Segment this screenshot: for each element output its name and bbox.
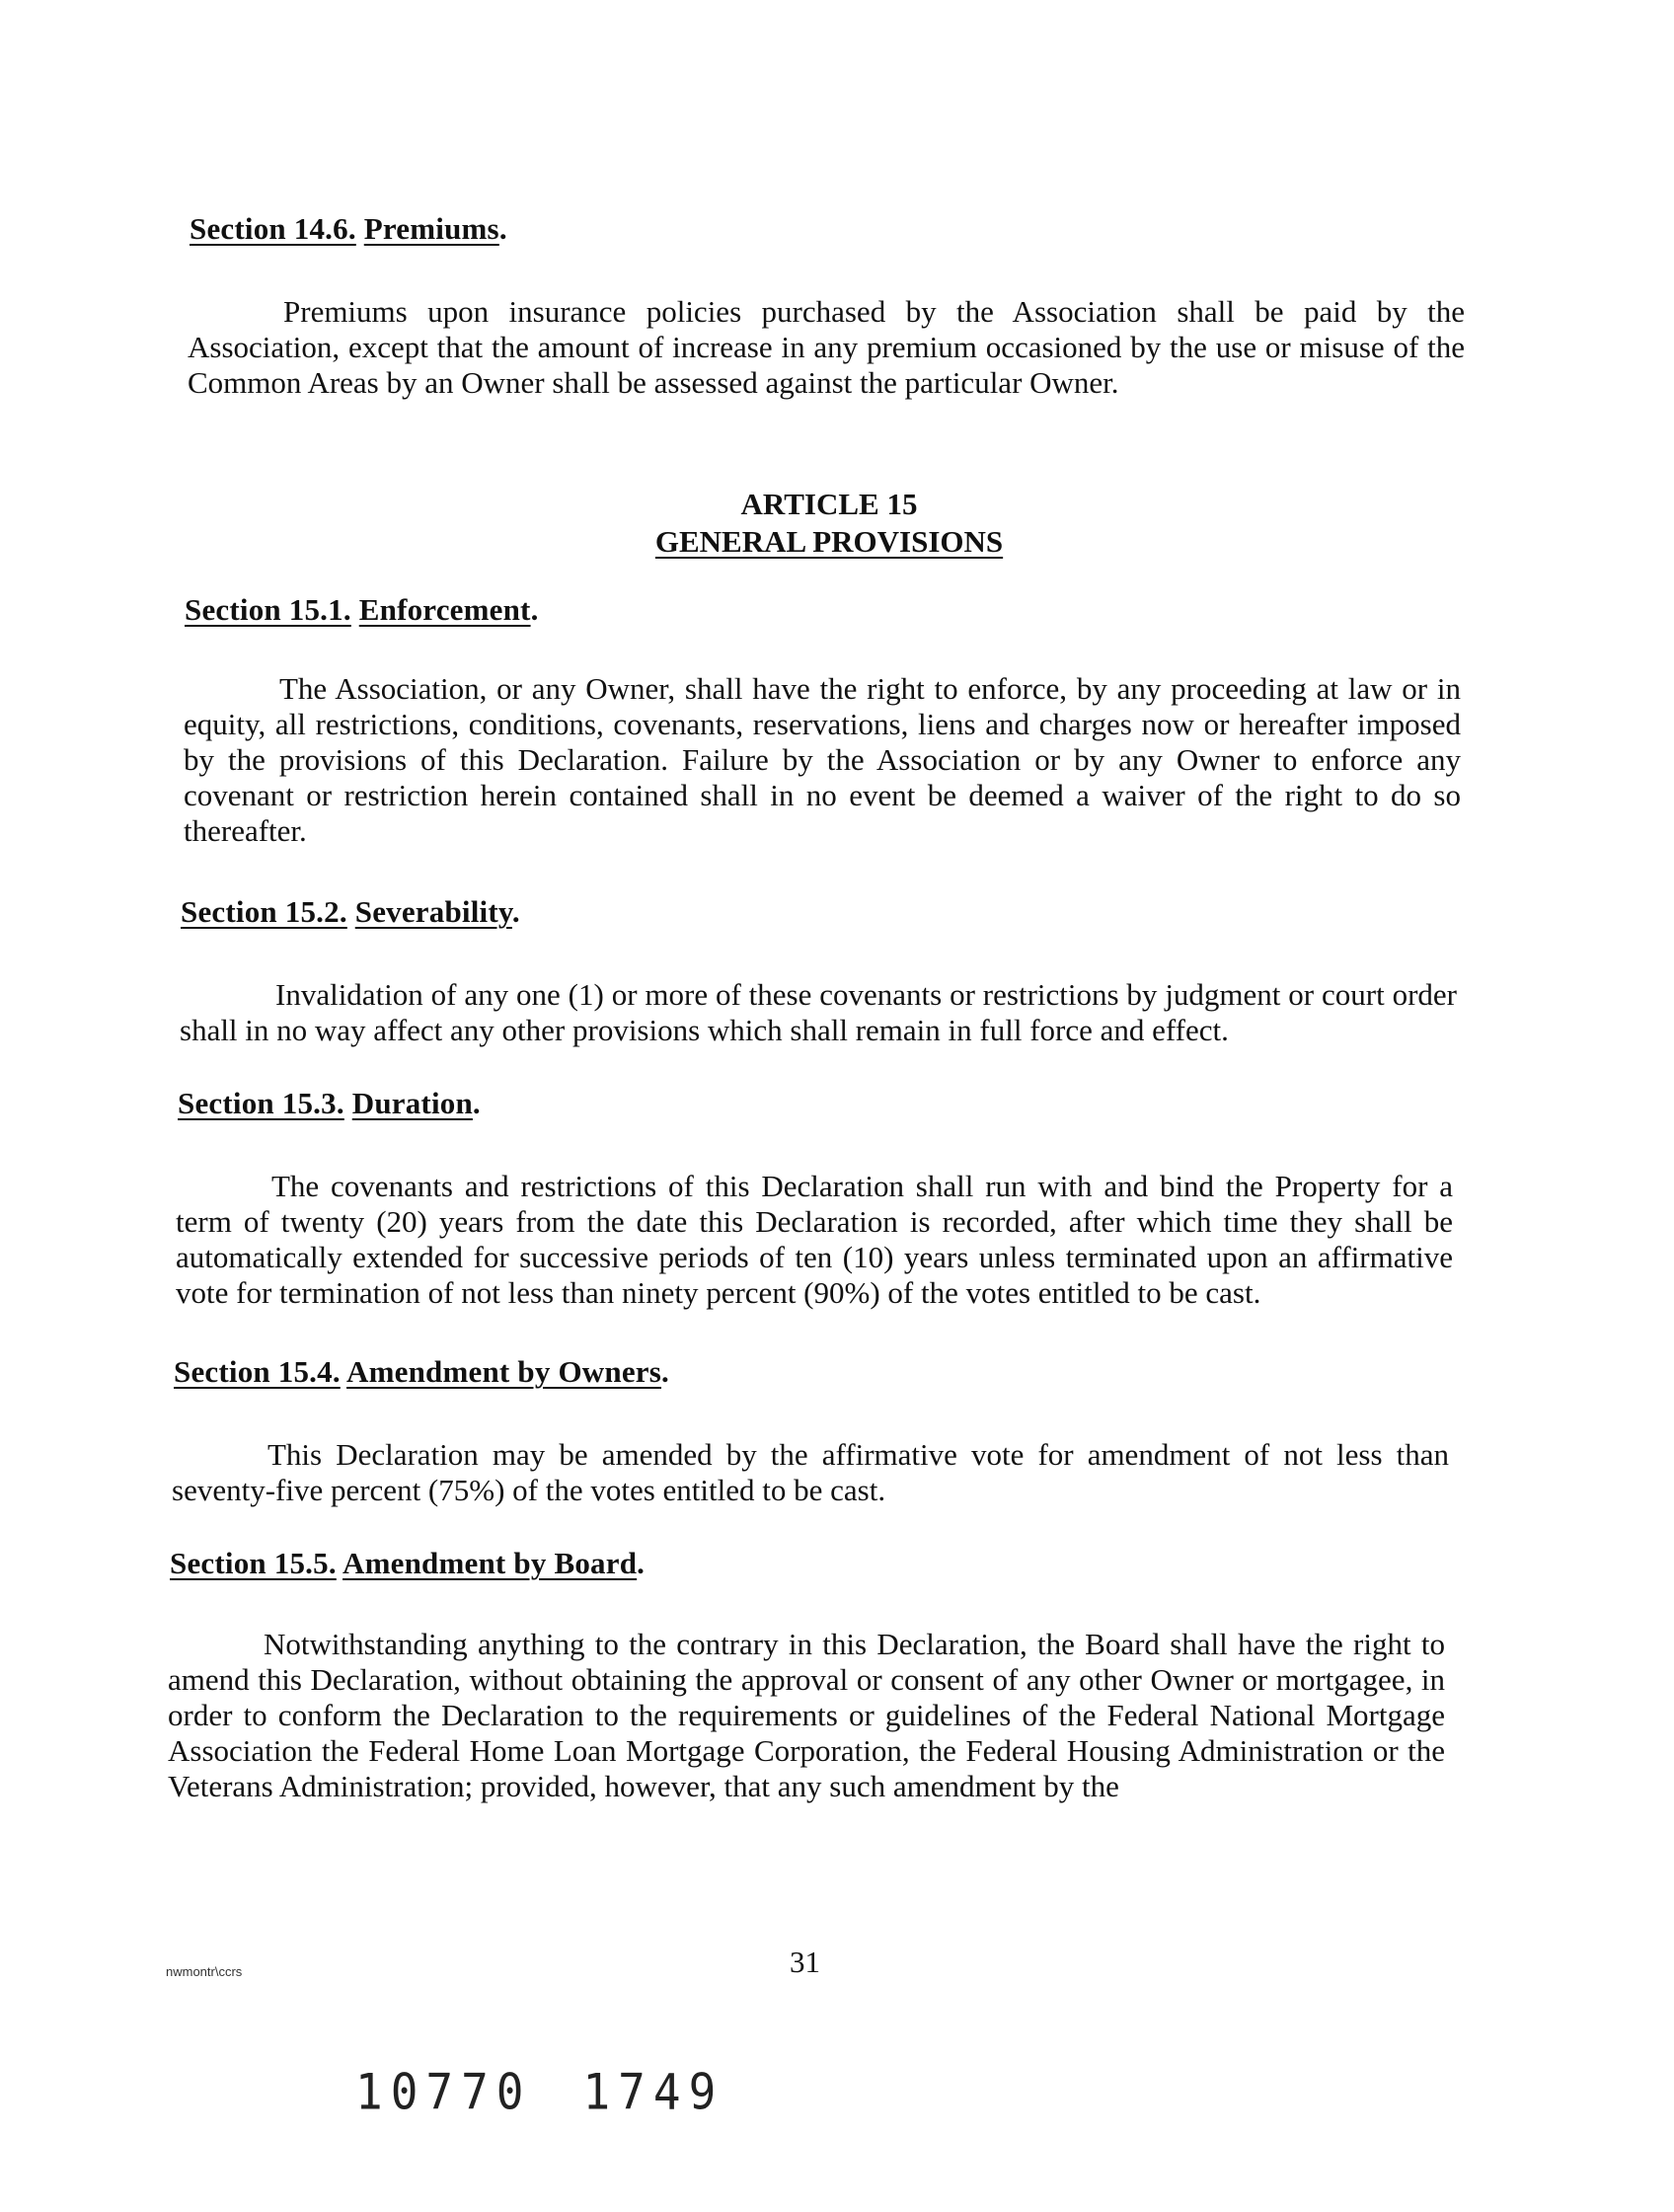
page-number: 31	[790, 1945, 820, 1979]
section-body: This Declaration may be amended by the affirmative vote for amendment of not less than seventy-five percent (75%) of the votes entitled to be cast.	[172, 1437, 1449, 1507]
section-body: Notwithstanding anything to the contrary in this Declaration, the Board shall have the right to amend this Declaration, without obtaining the approval or consent of any other Owner or mortgagee, in order to conform the Declaration to the requirements or guidelines of the Federal National Mortgage Association the Federal Home Loan Mortgage Corporation, the Federal Housing Administration or the Veterans Administration; provided, however, that any such amendment by the	[168, 1627, 1445, 1803]
section-number: Section 15.3.	[178, 1086, 344, 1120]
section-body: Invalidation of any one (1) or more of these covenants or restrictions by judgment or court order shall in no way affect any other provisions which shall remain in full force and effect.	[180, 977, 1457, 1047]
section-body: Premiums upon insurance policies purchased by the Association shall be paid by the Association, except that the amount of increase in any premium occasioned by the use or misuse of the Common Areas by an Owner shall be assessed against the particular Owner.	[188, 294, 1465, 400]
footer-file-code: nwmontr\ccrs	[166, 1964, 243, 1979]
section-title: Enforcement	[358, 592, 531, 627]
section-heading: Section 15.5. Amendment by Board.	[170, 1546, 646, 1580]
recording-stamp	[355, 2063, 723, 2120]
stamp-book-number: 10770	[355, 2062, 532, 2121]
section-title: Severability	[354, 894, 512, 929]
section-heading: Section 15.4. Amendment by Owners.	[174, 1354, 669, 1389]
section-heading: Section 14.6. Premiums.	[190, 211, 507, 246]
section-heading: Section 15.3. Duration.	[178, 1086, 481, 1120]
article-title: GENERAL PROVISIONS	[654, 524, 1004, 559]
stamp-page-number: 1749	[582, 2062, 724, 2121]
section-title: Duration	[351, 1086, 473, 1120]
section-number: Section 15.1.	[185, 592, 351, 627]
section-number: Section 15.2.	[181, 894, 347, 929]
article-heading	[553, 486, 1105, 561]
section-number: Section 15.4.	[174, 1354, 341, 1389]
section-title: Premiums	[363, 211, 499, 246]
section-heading: Section 15.1. Enforcement.	[185, 592, 539, 627]
section-number: Section 14.6.	[190, 211, 356, 246]
section-heading: Section 15.2. Severability.	[181, 894, 520, 929]
section-title: Amendment by Owners	[346, 1354, 662, 1389]
section-body: The covenants and restrictions of this Declaration shall run with and bind the Property for a term of twenty (20) years from the date this Declaration is recorded, after which time they shall be automatically extended for successive periods of ten (10) years unless terminated upon an affirmative vote for termination of not less than ninety percent (90%) of the votes entitled to be cast.	[176, 1169, 1453, 1310]
section-title: Amendment by Board	[342, 1546, 638, 1580]
section-body: The Association, or any Owner, shall have the right to enforce, by any proceeding at law or in equity, all restrictions, conditions, covenants, reservations, liens and charges now or hereafter imposed by the provisions of this Declaration. Failure by the Association or by any Owner to enforce any covenant or restriction herein contained shall in no event be deemed a waiver of the right to do so thereafter.	[184, 671, 1461, 848]
article-number: ARTICLE 15	[740, 487, 918, 521]
section-number: Section 15.5.	[170, 1546, 337, 1580]
